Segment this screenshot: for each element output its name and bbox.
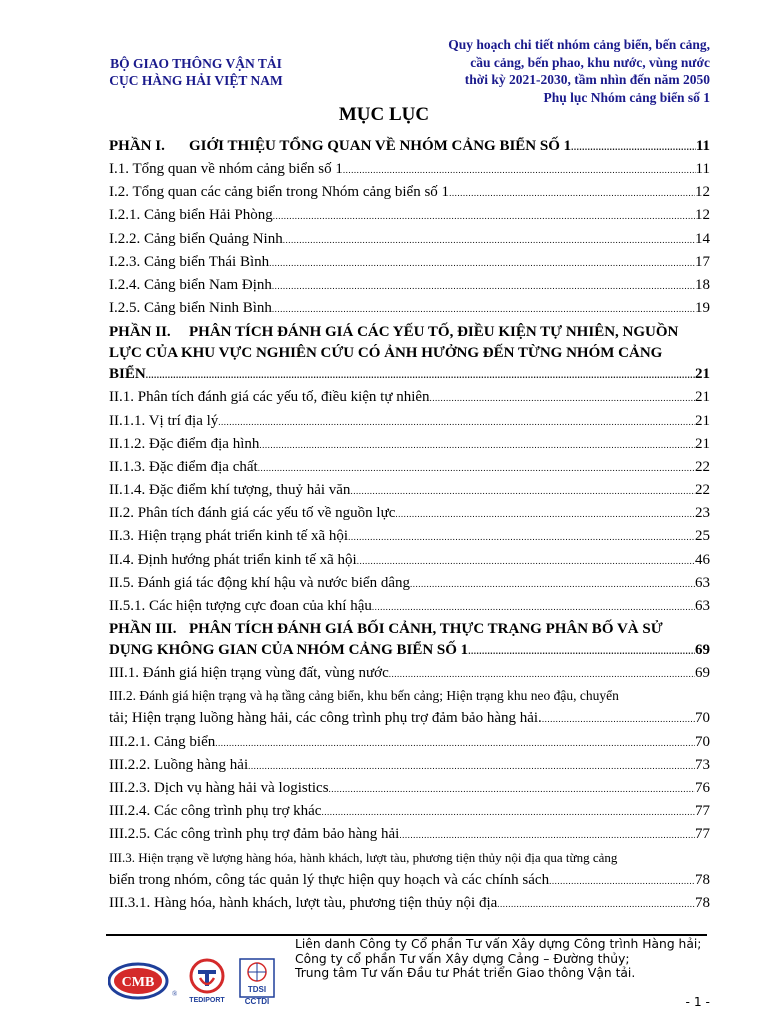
toc-entry-multiline[interactable] bbox=[109, 685, 710, 730]
leader-dots bbox=[389, 663, 695, 686]
toc-entry-title: II.1.3. Đặc điểm địa chất bbox=[109, 458, 258, 475]
toc-entry-multiline[interactable] bbox=[109, 847, 710, 892]
leader-dots bbox=[273, 205, 695, 228]
leader-dots bbox=[215, 732, 695, 755]
toc-entry-title: II.5. Đánh giá tác động khí hậu và nước biển dâng bbox=[109, 574, 410, 591]
page-ref: 78 bbox=[695, 871, 710, 888]
toc-entry-title: II.1. Phân tích đánh giá các yếu tố, điều kiện tự nhiên bbox=[109, 389, 430, 406]
footer-consortium-text bbox=[295, 937, 715, 981]
toc-entry[interactable] bbox=[109, 204, 710, 227]
header-document-title bbox=[380, 36, 710, 106]
page-ref: 70 bbox=[695, 733, 710, 750]
toc-entry-title: III.2.2. Luồng hàng hải bbox=[109, 756, 249, 773]
leader-dots bbox=[343, 159, 696, 182]
page-ref: 22 bbox=[695, 482, 710, 499]
page-ref: 46 bbox=[695, 551, 710, 568]
company-logos bbox=[108, 956, 278, 1006]
toc-entry-title: III.2.3. Dịch vụ hàng hải và logistics bbox=[109, 779, 329, 796]
part-title-line-2: DỤNG KHÔNG GIAN CỦA NHÓM CẢNG BIỂN SỐ 1 bbox=[109, 642, 469, 659]
toc-entry[interactable] bbox=[109, 433, 710, 456]
toc-entry-title: I.2.5. Cảng biển Ninh Bình bbox=[109, 300, 272, 317]
table-of-contents bbox=[109, 135, 710, 915]
leader-dots bbox=[542, 708, 695, 731]
toc-entry-title: I.2. Tổng quan các cảng biển trong Nhóm cảng biển số 1 bbox=[109, 184, 450, 201]
page-ref: 63 bbox=[695, 598, 710, 614]
toc-entry-title: I.2.1. Cảng biển Hải Phòng bbox=[109, 207, 273, 224]
toc-entry[interactable] bbox=[109, 479, 710, 502]
toc-part-1[interactable] bbox=[109, 135, 710, 158]
toc-title: MỤC LỤC bbox=[338, 104, 430, 125]
page-ref: 78 bbox=[695, 894, 710, 911]
toc-entry-title: III.3.1. Hàng hóa, hành khách, lượt tàu, phương tiện thủy nội địa bbox=[109, 894, 498, 911]
page-ref: 14 bbox=[695, 230, 710, 247]
page-ref: 19 bbox=[695, 300, 710, 317]
svg-text:CMB: CMB bbox=[121, 975, 155, 990]
toc-entry-title-line-2: biển trong nhóm, công tác quản lý thực hiện quy hoạch và các chính sách bbox=[109, 871, 550, 888]
toc-entry[interactable] bbox=[109, 731, 710, 754]
leader-dots bbox=[399, 824, 695, 847]
page-ref: 69 bbox=[695, 665, 710, 682]
leader-dots bbox=[449, 182, 695, 205]
org-line-2: CỤC HÀNG HẢI VIỆT NAM bbox=[109, 73, 283, 88]
toc-entry-title: III.1. Đánh giá hiện trạng vùng đất, vùng nước bbox=[109, 665, 389, 682]
footer-line-2: Công ty cổ phần Tư vấn Xây dựng Cảng – Đường thủy; bbox=[295, 951, 630, 966]
toc-entry[interactable] bbox=[109, 892, 710, 915]
doc-title-line-3: thời kỳ 2021-2030, tầm nhìn đến năm 2050 bbox=[464, 72, 710, 87]
toc-entry[interactable] bbox=[109, 410, 710, 433]
page-ref: 63 bbox=[695, 574, 710, 591]
toc-entry[interactable] bbox=[109, 572, 710, 595]
toc-entry-title: II.3. Hiện trạng phát triển kinh tế xã hội bbox=[109, 528, 349, 545]
toc-entry[interactable] bbox=[109, 525, 710, 548]
toc-entry-title: I.2.4. Cảng biển Nam Định bbox=[109, 276, 272, 293]
doc-title-line-2: cầu cảng, bến phao, khu nước, vùng nước bbox=[470, 54, 710, 70]
toc-entry[interactable] bbox=[109, 662, 710, 685]
footer-line-3: Trung tâm Tư vấn Đầu tư Phát triển Giao thông Vận tải. bbox=[295, 966, 636, 981]
part-title-line-1: PHÂN TÍCH ĐÁNH GIÁ BỐI CẢNH, THỰC TRẠNG PHÂN BỐ VÀ SỬ bbox=[189, 621, 663, 638]
toc-entry[interactable] bbox=[109, 754, 710, 777]
toc-entry[interactable] bbox=[109, 800, 710, 823]
toc-entry-title-line-1: III.2. Đánh giá hiện trạng và hạ tầng cảng biển, khu bến cảng; Hiện trạng khu neo đậu, chuyển bbox=[109, 688, 619, 704]
leader-dots bbox=[146, 365, 695, 386]
leader-dots bbox=[321, 801, 695, 824]
toc-entry-title-line-1: III.3. Hiện trạng về lượng hàng hóa, hành khách, lượt tàu, phương tiện thủy nội địa qua từng cảng bbox=[109, 849, 618, 865]
footer-divider bbox=[106, 934, 707, 936]
leader-dots bbox=[410, 573, 695, 596]
part-number: PHẦN I. bbox=[109, 138, 165, 154]
toc-part-3[interactable] bbox=[109, 619, 710, 662]
leader-dots bbox=[395, 503, 695, 526]
leader-dots bbox=[571, 136, 696, 159]
leader-dots bbox=[329, 778, 695, 801]
page-ref: 12 bbox=[695, 207, 710, 224]
tdsi-cctdi-logo bbox=[240, 959, 274, 1006]
toc-entry-title: II.5.1. Các hiện tượng cực đoan của khí hậu bbox=[109, 598, 372, 614]
leader-dots bbox=[258, 457, 695, 480]
part-title-line-2: LỰC CỦA KHU VỰC NGHIÊN CỨU CÓ ẢNH HƯỞNG ĐẾN TỪNG NHÓM CẢNG bbox=[109, 345, 663, 362]
footer-line-1: Liên danh Công ty Cổ phần Tư vấn Xây dựng Công trình Hàng hải; bbox=[295, 937, 702, 951]
toc-entry-title: I.2.3. Cảng biển Thái Bình bbox=[109, 253, 270, 270]
toc-entry[interactable] bbox=[109, 595, 710, 618]
toc-entry[interactable] bbox=[109, 777, 710, 800]
toc-entry[interactable] bbox=[109, 456, 710, 479]
svg-text:CCTDI: CCTDI bbox=[244, 997, 270, 1006]
leader-dots bbox=[283, 229, 695, 252]
page-number: - 1 - bbox=[685, 995, 710, 1009]
header-organization bbox=[96, 55, 296, 89]
part-number: PHẦN III. bbox=[109, 621, 177, 638]
svg-text:®: ® bbox=[172, 990, 178, 998]
doc-title-line-4: Phụ lục Nhóm cảng biển số 1 bbox=[543, 89, 710, 105]
toc-entry-title: II.4. Định hướng phát triển kinh tế xã hội bbox=[109, 551, 357, 568]
page-ref: 22 bbox=[695, 458, 710, 475]
page-ref: 69 bbox=[695, 642, 710, 659]
toc-entry-title-line-2: tải; Hiện trạng luồng hàng hải, các công trình phụ trợ đảm bảo hàng hải. bbox=[109, 710, 542, 727]
cmb-logo bbox=[109, 964, 178, 998]
part-title: GIỚI THIỆU TỔNG QUAN VỀ NHÓM CẢNG BIỂN SỐ 1 bbox=[189, 138, 572, 154]
toc-entry-title: II.1.1. Vị trí địa lý bbox=[109, 412, 219, 429]
page-ref: 25 bbox=[695, 528, 710, 545]
svg-text:TDSI: TDSI bbox=[247, 985, 267, 994]
tediport-logo bbox=[189, 960, 225, 1004]
footer-logos bbox=[108, 956, 278, 1006]
toc-entry[interactable] bbox=[109, 549, 710, 572]
leader-dots bbox=[272, 298, 695, 321]
toc-entry[interactable] bbox=[109, 297, 710, 320]
page-ref: 21 bbox=[695, 435, 710, 452]
page-ref: 77 bbox=[695, 826, 710, 843]
toc-entry-title: III.2.1. Cảng biển bbox=[109, 733, 216, 750]
leader-dots bbox=[357, 550, 695, 573]
page-ref: 21 bbox=[695, 389, 710, 406]
leader-dots bbox=[218, 411, 695, 434]
page-ref: 70 bbox=[695, 710, 710, 727]
toc-entry-title: II.2. Phân tích đánh giá các yếu tố về nguồn lực bbox=[109, 505, 396, 522]
leader-dots bbox=[269, 252, 695, 275]
page-ref: 77 bbox=[695, 803, 710, 820]
page-ref: 11 bbox=[695, 161, 710, 177]
page-ref: 11 bbox=[695, 138, 710, 154]
leader-dots bbox=[248, 755, 695, 778]
page-ref: 23 bbox=[695, 505, 710, 522]
page-ref: 17 bbox=[695, 253, 710, 270]
page-ref: 21 bbox=[695, 366, 710, 383]
part-title-line-1: PHÂN TÍCH ĐÁNH GIÁ CÁC YẾU TỐ, ĐIỀU KIỆN TỰ NHIÊN, NGUỒN bbox=[189, 324, 679, 341]
leader-dots bbox=[372, 596, 695, 619]
leader-dots bbox=[468, 641, 695, 662]
toc-entry[interactable] bbox=[109, 823, 710, 846]
doc-title-line-1: Quy hoạch chi tiết nhóm cảng biển, bến cảng, bbox=[448, 37, 710, 52]
page-ref: 76 bbox=[695, 779, 710, 796]
page-ref: 12 bbox=[695, 184, 710, 201]
part-title-line-3: BIỂN bbox=[109, 366, 146, 383]
toc-entry[interactable] bbox=[109, 158, 710, 181]
toc-entry-title: II.1.2. Đặc điểm địa hình bbox=[109, 435, 260, 452]
leader-dots bbox=[259, 434, 695, 457]
toc-entry-title: III.2.5. Các công trình phụ trợ đảm bảo hàng hải bbox=[109, 826, 400, 843]
toc-entry[interactable] bbox=[109, 274, 710, 297]
leader-dots bbox=[497, 893, 695, 916]
toc-entry-title: I.1. Tổng quan về nhóm cảng biển số 1 bbox=[109, 161, 343, 177]
svg-text:TEDIPORT: TEDIPORT bbox=[189, 997, 225, 1004]
toc-entry[interactable] bbox=[109, 181, 710, 204]
org-line-1: BỘ GIAO THÔNG VẬN TẢI bbox=[110, 56, 282, 71]
toc-part-2[interactable] bbox=[109, 322, 710, 386]
toc-entry-title: II.1.4. Đặc điểm khí tượng, thuỷ hải văn bbox=[109, 482, 351, 499]
toc-entry-title: I.2.2. Cảng biển Quảng Ninh bbox=[109, 230, 283, 247]
leader-dots bbox=[549, 870, 695, 893]
leader-dots bbox=[348, 526, 695, 549]
toc-entry[interactable] bbox=[109, 251, 710, 274]
toc-entry[interactable] bbox=[109, 228, 710, 251]
leader-dots bbox=[430, 387, 695, 410]
part-number: PHẦN II. bbox=[109, 324, 171, 341]
toc-entry-title: III.2.4. Các công trình phụ trợ khác bbox=[109, 803, 322, 820]
toc-entry[interactable] bbox=[109, 502, 710, 525]
toc-entry[interactable] bbox=[109, 386, 710, 409]
leader-dots bbox=[272, 275, 695, 298]
page-ref: 18 bbox=[695, 276, 710, 293]
page-ref: 21 bbox=[695, 412, 710, 429]
leader-dots bbox=[350, 480, 695, 503]
page-ref: 73 bbox=[695, 756, 710, 773]
